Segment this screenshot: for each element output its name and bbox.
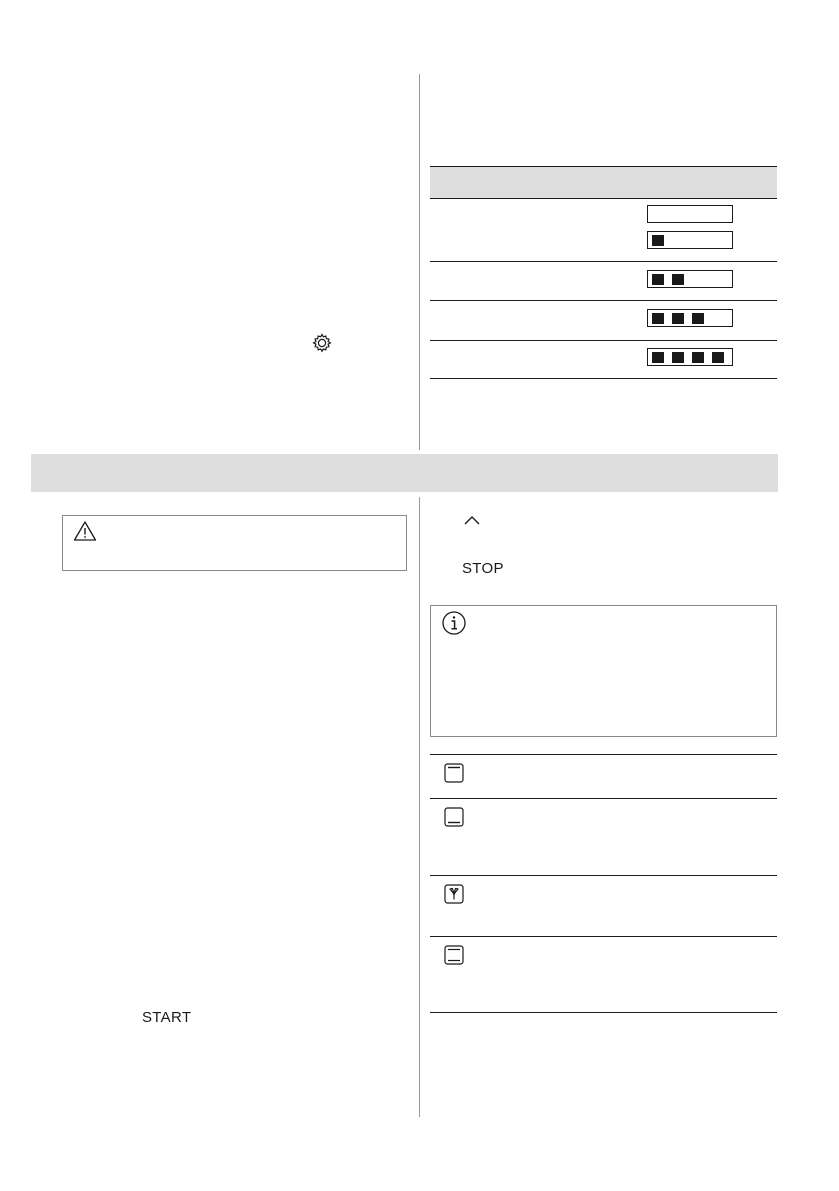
function-table-rule — [430, 798, 777, 799]
level-table-rule — [430, 300, 777, 301]
column-divider-top — [419, 74, 420, 450]
level-segment — [652, 235, 664, 246]
level-segment — [672, 274, 684, 285]
level-indicator — [647, 231, 733, 249]
level-table-header — [430, 166, 777, 199]
info-circle-icon — [441, 610, 467, 641]
function-table-rule — [430, 936, 777, 937]
bottom-heat-icon — [444, 807, 464, 832]
stop-key-label: STOP — [462, 560, 504, 577]
level-segment — [692, 352, 704, 363]
info-box — [430, 605, 777, 737]
fan-icon — [444, 884, 464, 909]
start-key-label: START — [142, 1009, 192, 1026]
top-bottom-heat-icon — [444, 763, 464, 788]
level-segment — [712, 352, 724, 363]
section-header-band — [31, 454, 778, 492]
level-table-rule — [430, 261, 777, 262]
level-segment — [652, 352, 664, 363]
level-indicator — [647, 348, 733, 366]
warning-box — [62, 515, 407, 571]
level-segment — [652, 313, 664, 324]
column-divider-bottom — [419, 497, 420, 1117]
level-segment — [692, 313, 704, 324]
level-indicator — [647, 205, 733, 223]
level-indicator — [647, 270, 733, 288]
warning-triangle-icon — [73, 520, 97, 547]
level-table-rule — [430, 198, 777, 199]
level-segment — [672, 352, 684, 363]
function-table-rule — [430, 1012, 777, 1013]
level-table-rule — [430, 340, 777, 341]
level-table-rule — [430, 378, 777, 379]
conventional-heat-icon — [444, 945, 464, 970]
level-segment — [672, 313, 684, 324]
function-table-rule — [430, 875, 777, 876]
gear-icon — [311, 332, 333, 359]
function-table-rule — [430, 754, 777, 755]
chevron-up-icon — [462, 513, 482, 532]
level-indicator — [647, 309, 733, 327]
level-segment — [652, 274, 664, 285]
